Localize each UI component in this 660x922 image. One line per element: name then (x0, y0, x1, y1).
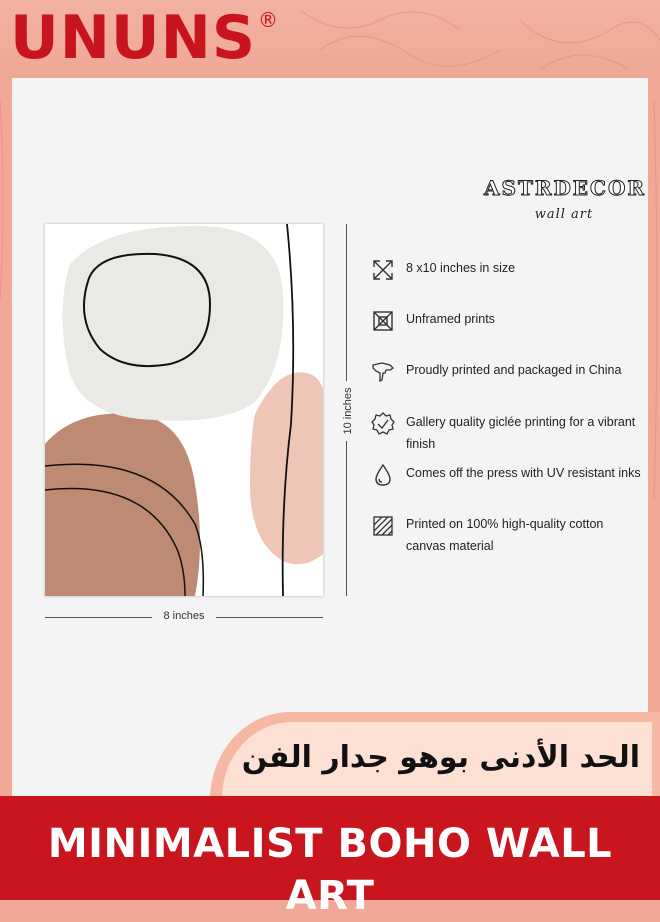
feature-item (370, 414, 650, 455)
feature-item (370, 362, 650, 385)
product-brand-subtitle: wall art (534, 207, 594, 222)
artwork-gray-blob (63, 226, 284, 421)
feature-text: Comes off the press with UV resistant inks (406, 466, 641, 480)
feature-text: Proudly printed and packaged in China (406, 363, 622, 377)
unframed-icon (370, 308, 396, 334)
expand-arrows-icon (370, 257, 396, 283)
feature-item (370, 465, 650, 488)
feature-text: Printed on 100% high-quality cotton canvas material (406, 517, 604, 553)
artwork-print (45, 224, 323, 596)
product-brand-name: ASTRDECOR (484, 176, 647, 200)
arabic-title: الحد الأدنى بوهو جدار الفن (241, 740, 640, 775)
artwork-terracotta-shape (45, 413, 200, 596)
feature-text: Unframed prints (406, 312, 495, 326)
feature-text: 8 x10 inches in size (406, 261, 516, 275)
artwork-illustration (45, 224, 323, 596)
brand-logo: UNUNS (10, 3, 257, 73)
registered-mark: ® (258, 8, 278, 32)
china-map-icon (370, 359, 396, 385)
feature-text: Gallery quality giclée printing for a vibrant finish (406, 415, 636, 451)
ink-drop-icon (370, 462, 396, 488)
height-label: 10 inches (342, 381, 354, 441)
feature-item (370, 311, 650, 334)
canvas-texture-icon (370, 513, 396, 539)
feature-item (370, 260, 650, 283)
footer-title: MINIMALIST BOHO WALL ART (47, 821, 613, 919)
quality-badge-icon (370, 411, 396, 437)
feature-item (370, 516, 650, 557)
width-label: 8 inches (152, 610, 216, 622)
